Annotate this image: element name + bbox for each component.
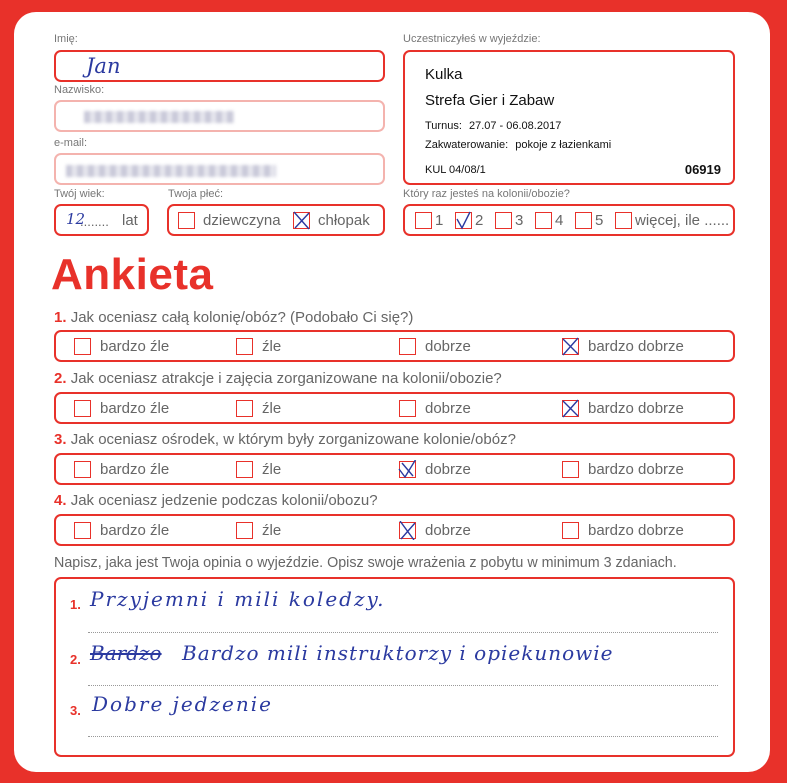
opinion-line-3: Dobre jedzenie — [92, 692, 273, 716]
rating-2-very-good-checkbox[interactable] — [562, 400, 579, 417]
question-number: 2. — [54, 370, 67, 387]
rating-option-label: źle — [262, 522, 282, 539]
gender-label: Twoja płeć: — [168, 188, 224, 200]
check-mark-icon — [398, 460, 417, 479]
question-number: 4. — [54, 492, 67, 509]
name-field[interactable] — [54, 50, 385, 82]
rating-option-label: bardzo dobrze — [588, 461, 684, 478]
rating-row-3 — [54, 453, 735, 485]
age-value: 12 — [66, 210, 86, 228]
gender-checkbox-girl[interactable] — [178, 212, 195, 229]
camp-label: Uczestniczyłeś w wyjeździe: — [403, 33, 541, 45]
rating-option-label: dobrze — [425, 522, 471, 539]
times-option-2: 2 — [475, 212, 484, 229]
times-checkbox-2[interactable] — [455, 212, 472, 229]
question-text: Jak oceniasz jedzenie podczas kolonii/obozu? — [70, 492, 378, 509]
camp-code: KUL 04/08/1 — [425, 164, 486, 176]
rating-1-very-bad-checkbox[interactable] — [74, 338, 91, 355]
question-1 — [54, 309, 413, 326]
gender-option-boy: chłopak — [318, 212, 370, 229]
rating-option-label: źle — [262, 400, 282, 417]
rating-row-2 — [54, 392, 735, 424]
camp-number: 06919 — [684, 162, 721, 177]
turnus-value: 27.07 - 06.08.2017 — [468, 120, 562, 132]
times-option-4: 4 — [555, 212, 564, 229]
rating-option-label: bardzo źle — [100, 522, 170, 539]
email-label: e-mail: — [54, 137, 88, 149]
rating-option-label: bardzo dobrze — [588, 338, 684, 355]
rating-option-label: bardzo źle — [100, 338, 170, 355]
times-checkbox-1[interactable] — [415, 212, 432, 229]
rating-1-good-checkbox[interactable] — [399, 338, 416, 355]
rating-option-label: dobrze — [425, 338, 471, 355]
question-text: Jak oceniasz ośrodek, w którym były zorganizowane kolonie/obóz? — [70, 431, 516, 448]
opinion-line-1: Przyjemni i mili koledzy. — [90, 587, 386, 611]
name-label: Imię: — [54, 33, 78, 45]
check-mark-icon — [454, 211, 473, 230]
accommodation-label: Zakwaterowanie: — [425, 139, 509, 151]
rating-1-bad-checkbox[interactable] — [236, 338, 253, 355]
gender-checkbox-boy[interactable] — [293, 212, 310, 229]
rating-4-good-checkbox[interactable] — [399, 522, 416, 539]
times-checkbox-3[interactable] — [495, 212, 512, 229]
turnus-label: Turnus: — [425, 120, 462, 132]
opinion-struck-word: Bardzo — [90, 641, 162, 665]
accommodation-value: pokoje z łazienkami — [515, 139, 612, 151]
surname-field[interactable] — [54, 100, 385, 132]
rating-option-label: bardzo dobrze — [588, 400, 684, 417]
opinion-box[interactable] — [54, 577, 735, 757]
rating-4-very-good-checkbox[interactable] — [562, 522, 579, 539]
writing-line — [88, 632, 718, 633]
times-label: Który raz jesteś na kolonii/obozie? — [403, 188, 570, 200]
camp-subtitle: Strefa Gier i Zabaw — [425, 92, 555, 109]
opinion-prompt: Napisz, jaka jest Twoja opinia o wyjeździe. Opisz swoje wrażenia z pobytu w minimum 3 zdaniach. — [54, 555, 677, 571]
surname-redacted — [84, 111, 234, 123]
age-unit: lat — [122, 212, 138, 229]
question-text: Jak oceniasz całą kolonię/obóz? (Podobało Ci się?) — [70, 309, 414, 326]
turnus-row — [425, 120, 561, 132]
times-checkbox-more[interactable] — [615, 212, 632, 229]
rating-option-label: bardzo źle — [100, 400, 170, 417]
age-dots: ........ — [80, 214, 109, 229]
opinion-number: 2. — [70, 652, 81, 667]
age-label: Twój wiek: — [54, 188, 105, 200]
survey-title: Ankieta — [51, 250, 214, 299]
question-4 — [54, 492, 378, 509]
rating-option-label: dobrze — [425, 461, 471, 478]
rating-2-very-bad-checkbox[interactable] — [74, 400, 91, 417]
gender-field — [167, 204, 385, 236]
rating-option-label: bardzo dobrze — [588, 522, 684, 539]
rating-2-good-checkbox[interactable] — [399, 400, 416, 417]
rating-3-bad-checkbox[interactable] — [236, 461, 253, 478]
check-x-icon — [398, 521, 417, 540]
times-option-1: 1 — [435, 212, 444, 229]
question-2 — [54, 370, 502, 387]
rating-4-bad-checkbox[interactable] — [236, 522, 253, 539]
opinion-line-2: Bardzo mili instruktorzy i opiekunowie — [182, 641, 614, 665]
email-redacted — [66, 165, 276, 177]
opinion-number: 1. — [70, 597, 81, 612]
times-option-3: 3 — [515, 212, 524, 229]
question-text: Jak oceniasz atrakcje i zajęcia zorganizowane na kolonii/obozie? — [70, 370, 502, 387]
rating-3-good-checkbox[interactable] — [399, 461, 416, 478]
rating-3-very-bad-checkbox[interactable] — [74, 461, 91, 478]
times-checkbox-5[interactable] — [575, 212, 592, 229]
writing-line — [88, 736, 718, 737]
rating-option-label: dobrze — [425, 400, 471, 417]
email-field[interactable] — [54, 153, 385, 185]
rating-row-4 — [54, 514, 735, 546]
check-x-icon — [561, 399, 580, 418]
times-option-more: więcej, ile ...... — [635, 212, 730, 229]
opinion-number: 3. — [70, 703, 81, 718]
camp-name: Kulka — [425, 66, 463, 83]
check-x-icon — [292, 211, 311, 230]
rating-row-1 — [54, 330, 735, 362]
times-option-5: 5 — [595, 212, 604, 229]
age-field[interactable] — [54, 204, 149, 236]
rating-option-label: bardzo źle — [100, 461, 170, 478]
times-field — [403, 204, 735, 236]
rating-option-label: źle — [262, 461, 282, 478]
rating-3-very-good-checkbox[interactable] — [562, 461, 579, 478]
times-checkbox-4[interactable] — [535, 212, 552, 229]
rating-1-very-good-checkbox[interactable] — [562, 338, 579, 355]
rating-option-label: źle — [262, 338, 282, 355]
gender-option-girl: dziewczyna — [203, 212, 281, 229]
question-number: 3. — [54, 431, 67, 448]
surname-label: Nazwisko: — [54, 84, 105, 96]
name-value: Jan — [86, 54, 121, 78]
writing-line — [88, 685, 718, 686]
survey-page — [14, 12, 770, 772]
question-number: 1. — [54, 309, 67, 326]
camp-info-box — [403, 50, 735, 185]
rating-4-very-bad-checkbox[interactable] — [74, 522, 91, 539]
question-3 — [54, 431, 516, 448]
accommodation-row — [425, 139, 611, 151]
rating-2-bad-checkbox[interactable] — [236, 400, 253, 417]
check-x-icon — [561, 337, 580, 356]
